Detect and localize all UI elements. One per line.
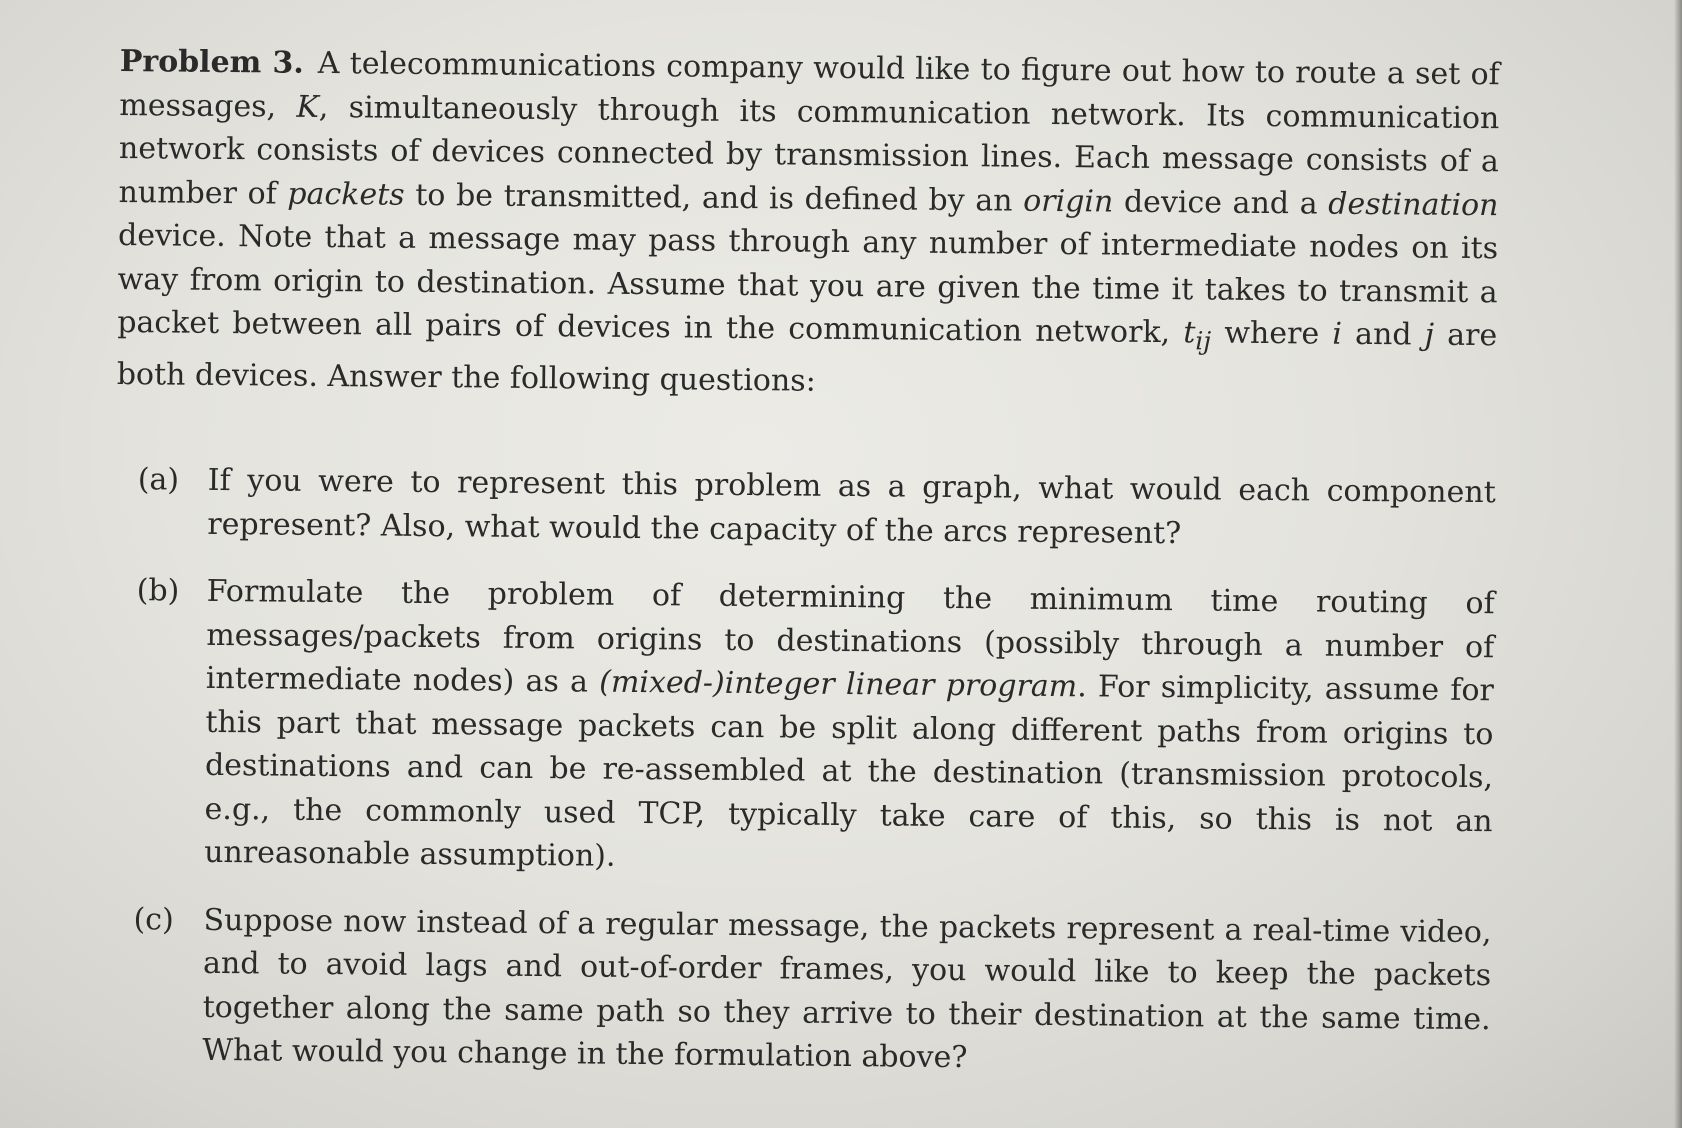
statement-text: to be transmitted, and is defined by an xyxy=(404,177,1024,219)
emphasis-packets: packets xyxy=(287,176,405,213)
question-b-text: Formulate the problem of determining the minimum time routing of messages/packets from origins to destinations (possibly through a number of intermediate nodes) as a xyxy=(205,573,1495,700)
question-c-label: (c) xyxy=(133,901,174,938)
statement-text: are both devices. Answer the following questions: xyxy=(116,317,1498,399)
question-list xyxy=(110,458,1496,1085)
question-b-label: (b) xyxy=(136,573,180,609)
statement-text: and xyxy=(1341,316,1425,353)
statement-text: device and a xyxy=(1113,184,1329,222)
variable-t-subscript: ij xyxy=(1195,326,1212,356)
question-b-text: . For simplicity, assume for this part that message packets can be split along different paths from origins to destinations and can be re-assembled at the destination (transmission protocols, e.g., the commonly used TCP, typically take care of this, so this is not an unreasonable assumption). xyxy=(204,669,1494,874)
question-c xyxy=(110,897,1492,1084)
variable-j: j xyxy=(1424,317,1435,353)
question-b xyxy=(112,569,1495,887)
emphasis-destination: destination xyxy=(1328,186,1499,223)
problem-text-block xyxy=(110,40,1500,1085)
problem-label: Problem 3. xyxy=(119,43,305,81)
variable-t xyxy=(1183,315,1212,356)
emphasis-origin: origin xyxy=(1023,183,1114,220)
variable-i: i xyxy=(1332,316,1343,352)
statement-text: , simultaneously through its communication network. Its communication network consists of devices connected by transmission lines. Each message consists of a number of xyxy=(118,89,1500,212)
variable-k: K xyxy=(296,89,320,125)
question-c-text: Suppose now instead of a regular message, the packets represent a real-time video, and to avoid lags and out-of-order frames, you would like to keep the packets together along the same path so they arrive to their destination at the same time. What would you change in the formulation above? xyxy=(202,902,1492,1076)
problem-statement xyxy=(117,40,1500,409)
question-a-text: If you were to represent this problem as a graph, what would each component represent? Also, what would the capacity of the arcs represent? xyxy=(207,462,1496,551)
emphasis-milp: (mixed-)integer linear program xyxy=(599,664,1078,705)
statement-text: where xyxy=(1210,315,1333,352)
question-a xyxy=(115,458,1496,558)
statement-text: A telecommunications company would like to figure out how to route a set of messages, xyxy=(119,45,1500,125)
variable-t-base: t xyxy=(1183,315,1196,351)
page-edge-shadow xyxy=(1674,0,1682,1128)
question-a-label: (a) xyxy=(137,462,180,498)
statement-text: device. Note that a message may pass through any number of intermediate nodes on its way from origin to destination. Assume that you are given the time it takes to transmit a packet between all pairs of devices in the communication network, xyxy=(117,217,1499,351)
